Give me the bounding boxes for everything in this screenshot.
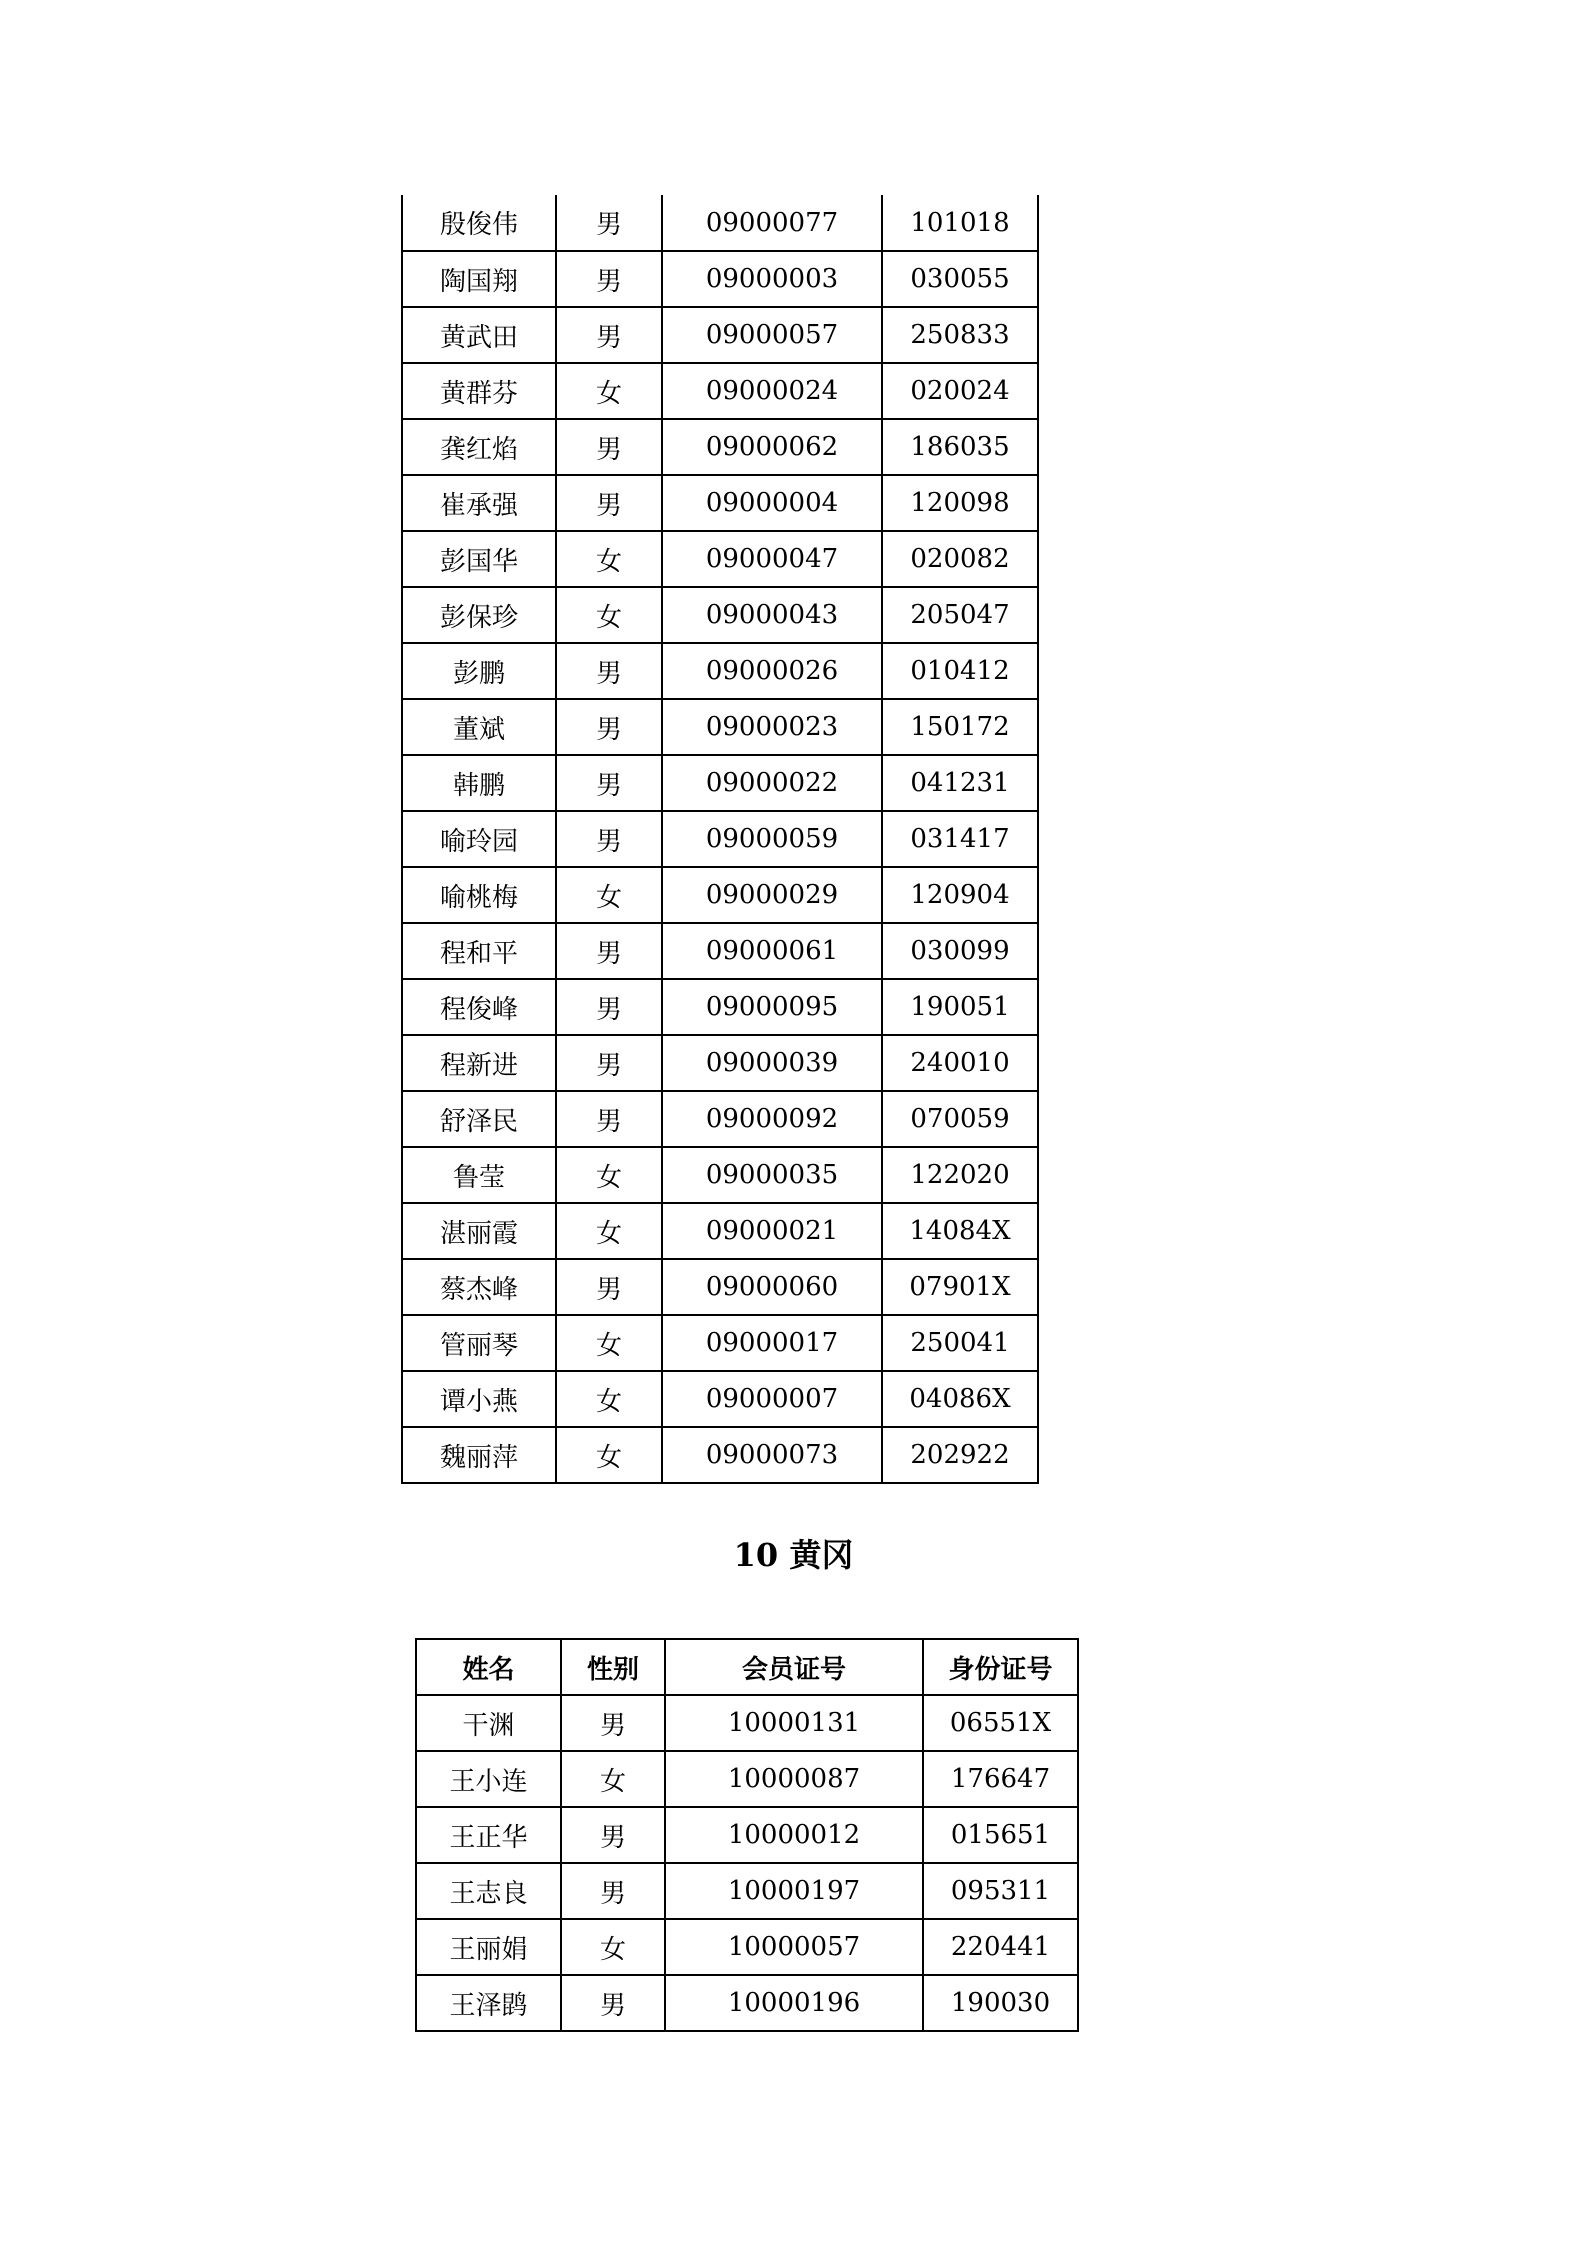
cell-member-id: 09000092 (662, 1091, 882, 1147)
cell-id-number: 186035 (882, 419, 1038, 475)
cell-name: 喻玲园 (402, 811, 556, 867)
table-row (416, 1919, 1078, 1975)
cell-gender: 男 (556, 923, 662, 979)
cell-member-id: 09000095 (662, 979, 882, 1035)
cell-name: 崔承强 (402, 475, 556, 531)
cell-name: 王小连 (416, 1751, 561, 1807)
table-row (402, 363, 1038, 419)
table-row (402, 587, 1038, 643)
cell-name: 殷俊伟 (402, 195, 556, 251)
member-table-body (402, 195, 1038, 1483)
member-table-body (416, 1695, 1078, 2031)
cell-gender: 男 (556, 1259, 662, 1315)
header-name: 姓名 (416, 1639, 561, 1695)
cell-member-id: 09000021 (662, 1203, 882, 1259)
cell-gender: 男 (556, 755, 662, 811)
cell-name: 蔡杰峰 (402, 1259, 556, 1315)
cell-gender: 男 (556, 419, 662, 475)
cell-gender: 男 (556, 1035, 662, 1091)
cell-member-id: 09000077 (662, 195, 882, 251)
table-row (402, 419, 1038, 475)
table-row (402, 475, 1038, 531)
cell-id-number: 030099 (882, 923, 1038, 979)
cell-gender: 女 (561, 1919, 665, 1975)
table-row (402, 195, 1038, 251)
table-row (402, 755, 1038, 811)
table-row (402, 867, 1038, 923)
cell-member-id: 10000057 (665, 1919, 923, 1975)
table-row (402, 1091, 1038, 1147)
cell-member-id: 09000017 (662, 1315, 882, 1371)
cell-gender: 女 (556, 1427, 662, 1483)
cell-member-id: 09000023 (662, 699, 882, 755)
table-row (402, 531, 1038, 587)
cell-member-id: 09000061 (662, 923, 882, 979)
cell-id-number: 030055 (882, 251, 1038, 307)
table-row (416, 1863, 1078, 1919)
cell-name: 湛丽霞 (402, 1203, 556, 1259)
cell-id-number: 205047 (882, 587, 1038, 643)
cell-name: 黄群芬 (402, 363, 556, 419)
cell-member-id: 09000060 (662, 1259, 882, 1315)
cell-gender: 女 (556, 1371, 662, 1427)
cell-gender: 男 (561, 1695, 665, 1751)
cell-id-number: 020082 (882, 531, 1038, 587)
table-row (402, 1203, 1038, 1259)
cell-gender: 男 (556, 1091, 662, 1147)
table-header-row (416, 1639, 1078, 1695)
cell-name: 董斌 (402, 699, 556, 755)
table-row (416, 1975, 1078, 2031)
cell-id-number: 220441 (923, 1919, 1078, 1975)
cell-member-id: 09000035 (662, 1147, 882, 1203)
cell-gender: 男 (561, 1863, 665, 1919)
cell-id-number: 240010 (882, 1035, 1038, 1091)
table-row (402, 307, 1038, 363)
cell-name: 黄武田 (402, 307, 556, 363)
cell-id-number: 190030 (923, 1975, 1078, 2031)
member-table-continued (401, 195, 1039, 1484)
table-row (416, 1807, 1078, 1863)
cell-gender: 女 (556, 1203, 662, 1259)
table-row (402, 979, 1038, 1035)
cell-name: 魏丽萍 (402, 1427, 556, 1483)
cell-id-number: 041231 (882, 755, 1038, 811)
table-row (402, 1259, 1038, 1315)
cell-name: 龚红焰 (402, 419, 556, 475)
cell-member-id: 09000059 (662, 811, 882, 867)
cell-gender: 女 (556, 1147, 662, 1203)
cell-member-id: 09000004 (662, 475, 882, 531)
cell-gender: 男 (556, 643, 662, 699)
cell-name: 干渊 (416, 1695, 561, 1751)
cell-gender: 女 (556, 587, 662, 643)
cell-name: 王泽鹍 (416, 1975, 561, 2031)
table-row (402, 1427, 1038, 1483)
cell-member-id: 10000197 (665, 1863, 923, 1919)
cell-gender: 女 (556, 867, 662, 923)
cell-id-number: 150172 (882, 699, 1038, 755)
cell-name: 舒泽民 (402, 1091, 556, 1147)
header-member-id: 会员证号 (665, 1639, 923, 1695)
table-row (402, 811, 1038, 867)
cell-name: 程新进 (402, 1035, 556, 1091)
cell-member-id: 09000007 (662, 1371, 882, 1427)
cell-name: 王志良 (416, 1863, 561, 1919)
cell-name: 彭国华 (402, 531, 556, 587)
cell-id-number: 095311 (923, 1863, 1078, 1919)
cell-id-number: 120098 (882, 475, 1038, 531)
cell-id-number: 120904 (882, 867, 1038, 923)
cell-id-number: 04086X (882, 1371, 1038, 1427)
table-row (402, 1147, 1038, 1203)
cell-id-number: 101018 (882, 195, 1038, 251)
cell-name: 管丽琴 (402, 1315, 556, 1371)
cell-gender: 男 (556, 475, 662, 531)
cell-member-id: 09000062 (662, 419, 882, 475)
header-id-number: 身份证号 (923, 1639, 1078, 1695)
table-row (402, 699, 1038, 755)
table-row (416, 1751, 1078, 1807)
cell-id-number: 070059 (882, 1091, 1038, 1147)
cell-member-id: 10000012 (665, 1807, 923, 1863)
cell-name: 程和平 (402, 923, 556, 979)
cell-member-id: 09000022 (662, 755, 882, 811)
cell-member-id: 09000043 (662, 587, 882, 643)
cell-name: 陶国翔 (402, 251, 556, 307)
table-row (402, 1371, 1038, 1427)
cell-gender: 男 (556, 699, 662, 755)
cell-name: 谭小燕 (402, 1371, 556, 1427)
cell-name: 彭保珍 (402, 587, 556, 643)
cell-member-id: 09000047 (662, 531, 882, 587)
cell-id-number: 010412 (882, 643, 1038, 699)
cell-gender: 男 (556, 979, 662, 1035)
cell-name: 王正华 (416, 1807, 561, 1863)
cell-id-number: 190051 (882, 979, 1038, 1035)
cell-gender: 男 (556, 251, 662, 307)
section-title: 10 黄冈 (733, 1536, 854, 1574)
table-row (402, 643, 1038, 699)
cell-name: 王丽娟 (416, 1919, 561, 1975)
cell-id-number: 176647 (923, 1751, 1078, 1807)
cell-member-id: 09000073 (662, 1427, 882, 1483)
header-gender: 性别 (561, 1639, 665, 1695)
table-row (402, 1035, 1038, 1091)
cell-gender: 男 (561, 1975, 665, 2031)
member-table-huanggang (415, 1638, 1079, 2032)
cell-name: 喻桃梅 (402, 867, 556, 923)
cell-member-id: 10000131 (665, 1695, 923, 1751)
table-row (416, 1695, 1078, 1751)
cell-gender: 男 (556, 307, 662, 363)
cell-id-number: 202922 (882, 1427, 1038, 1483)
cell-gender: 女 (561, 1751, 665, 1807)
cell-id-number: 020024 (882, 363, 1038, 419)
cell-name: 鲁莹 (402, 1147, 556, 1203)
cell-id-number: 031417 (882, 811, 1038, 867)
table-row (402, 923, 1038, 979)
cell-member-id: 09000029 (662, 867, 882, 923)
cell-gender: 男 (561, 1807, 665, 1863)
cell-gender: 男 (556, 195, 662, 251)
cell-name: 韩鹏 (402, 755, 556, 811)
cell-id-number: 250041 (882, 1315, 1038, 1371)
cell-member-id: 10000087 (665, 1751, 923, 1807)
cell-id-number: 14084X (882, 1203, 1038, 1259)
cell-id-number: 06551X (923, 1695, 1078, 1751)
table-row (402, 1315, 1038, 1371)
cell-gender: 女 (556, 531, 662, 587)
cell-name: 彭鹏 (402, 643, 556, 699)
cell-gender: 男 (556, 811, 662, 867)
cell-member-id: 09000003 (662, 251, 882, 307)
cell-member-id: 10000196 (665, 1975, 923, 2031)
cell-id-number: 250833 (882, 307, 1038, 363)
cell-id-number: 015651 (923, 1807, 1078, 1863)
cell-member-id: 09000057 (662, 307, 882, 363)
cell-gender: 女 (556, 1315, 662, 1371)
cell-id-number: 122020 (882, 1147, 1038, 1203)
cell-gender: 女 (556, 363, 662, 419)
cell-member-id: 09000039 (662, 1035, 882, 1091)
cell-name: 程俊峰 (402, 979, 556, 1035)
table-row (402, 251, 1038, 307)
cell-member-id: 09000024 (662, 363, 882, 419)
cell-member-id: 09000026 (662, 643, 882, 699)
cell-id-number: 07901X (882, 1259, 1038, 1315)
